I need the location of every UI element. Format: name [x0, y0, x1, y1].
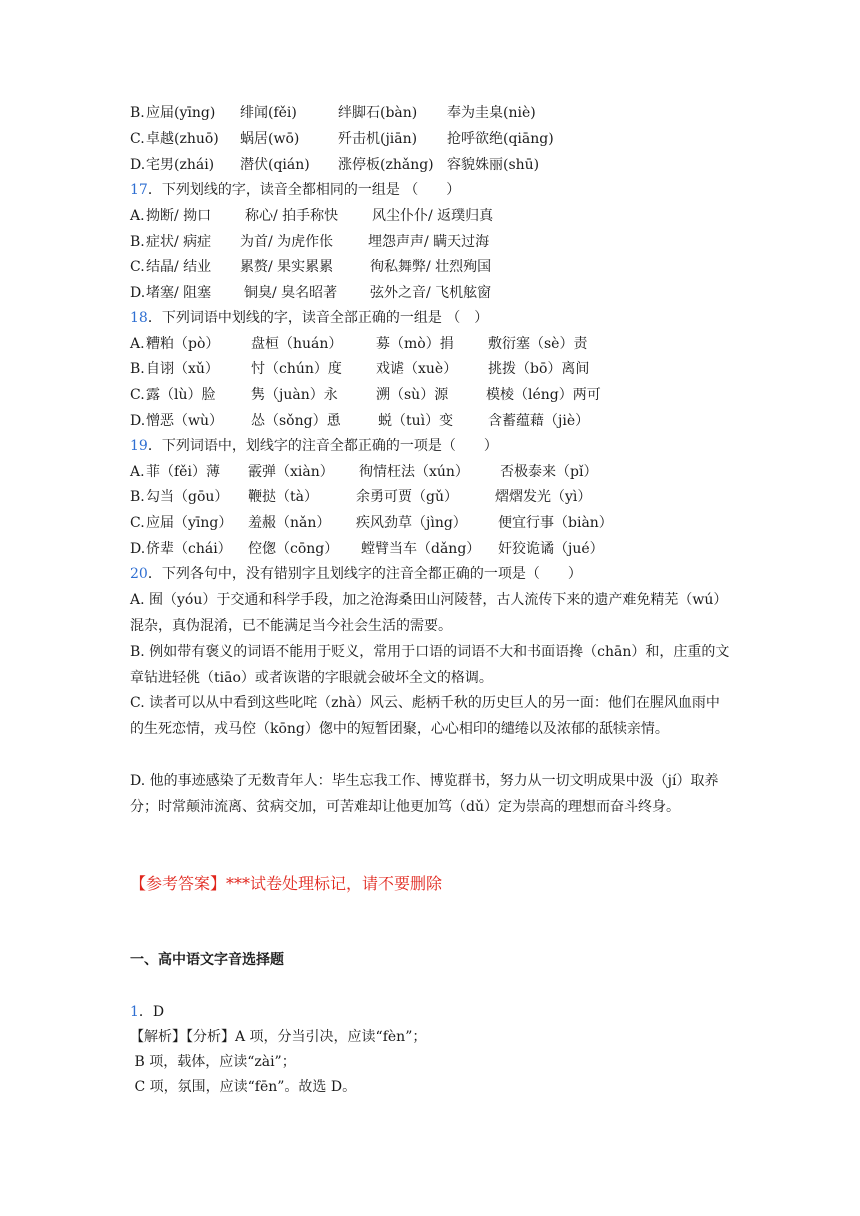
question-number: 19	[130, 438, 148, 454]
answer-number: 1	[130, 1004, 139, 1020]
q20-option-b: B. 例如带有褒义的词语不能用于贬义，常用于口语的词语不大和书面语搀（chān）和，庄重的文章钻进轻佻（tiāo）或者诙谐的字眼就会破坏全文的格调。	[130, 644, 730, 686]
answer-1-option-b: B 项，载体，应读“zài”；	[130, 1054, 296, 1070]
question-number: 18	[130, 310, 148, 326]
q20-option-d: D. 他的事迹感染了无数青年人：毕生忘我工作、博览群书，努力从一切文明成果中汲（jí）取养分；时常颠沛流离、贫病交加，可苦难却让他更加笃（dǔ）定为崇高的理想而奋斗终身。	[130, 773, 719, 815]
answer-1: 1．D	[130, 1004, 165, 1020]
answer-1-analysis: 【解析】【分析】A 项，分当引决，应读“fèn”；	[130, 1029, 427, 1045]
q20-option-c: C. 读者可以从中看到这些叱咤（zhà）风云、彪柄千秋的历史巨人的另一面：他们在腥风血雨中的生死恋情，戎马倥（kōng）偬中的短暂团聚，心心相印的缱绻以及浓郁的舐犊亲情。	[130, 695, 720, 737]
section-heading: 一、高中语文字音选择题	[130, 952, 284, 968]
question-number: 17	[130, 182, 148, 198]
q20-option-a: A. 囿（yóu）于交通和科学手段，加之沧海桑田山河陵替，古人流传下来的遗产难免精芜（wú）混杂，真伪混淆，已不能满足当今社会生活的需要。	[130, 592, 728, 634]
q20-stem: 20．下列各句中，没有错别字且划线字的注音全都正确的一项是（ ）	[130, 566, 582, 582]
q17-stem: 17．下列划线的字，读音全都相同的一组是 （ ）	[130, 182, 461, 198]
q18-stem: 18．下列词语中划线的字，读音全部正确的一组是 （ ）	[130, 310, 489, 326]
answer-1-option-c: C 项，氛围，应读“fēn”。故选 D。	[130, 1079, 357, 1095]
document-page: B. 应届(yīng) 绯闻(fěi) 绊脚石(bàn) 奉为圭臬(niè) C. 卓越(zhuō) 蜗居(wō) 歼击机(jiān) 抢呼欲绝(qiāng) D. 宅男(zhái) 潜伏(qián) 涨停板(zhǎng) 容貌姝丽(shū) 17．下列划线的字，读音全都相同的一组是 （ ） A. 拗断/ 拗口 称心/ 拍手称快 风尘仆仆/ 返璞归真 B. 症状/ 病症 为首/ 为虎作伥 埋怨声声/ 瞒天过海 C. 结晶/ 结业 累赘/ 果实累累 徇私舞弊/ 壮烈殉国 D. 堵塞/ 阻塞 铜臭/ 臭名昭著 弦外之音/ 飞机舷窗 18．下列词语中划线的字，读音全部正确的一组是 （ ） A. 糟粕（pò） 盘桓（huán） 募（mò）捐 敷衍塞（sè）责 B. 自诩（xǔ） 忖（chún）度 戏谑（xuè） 挑拨（bō）离间 C. 露（lù）脸 隽（juàn）永 溯（sù）源 模棱（léng）两可 D. 憎恶（wù） 怂（sǒng）恿 蜕（tuì）变 含蓄蕴藉（jiè） 19．下列词语中，划线字的注音全都正确的一项是（ ） A. 菲（fěi）薄 霰弹（xiàn） 徇情枉法（xún） 否极泰来（pǐ） B. 勾当（gōu） 鞭挞（tà） 余勇可贾（gǔ） 熠熠发光（yì） C. 应届（yīng） 羞赧（nǎn） 疾风劲草（jìng） 便宜行事（biàn） D. 侪辈（chái） 倥偬（cōng） 螳臂当车（dǎng） 奸狡诡谲（jué） 20．下列各句中，没有错别字且划线字的注音全都正确的一项是（ ） A. 囿（yóu）于交通和科学手段，加之沧海桑田山河陵替，古人流传下来的遗产难免精芜（wú）混杂，真伪混淆，已不能满足当今社会生活的需要。 B. 例如带有褒义的词语不能用于贬义，常用于口语的词语不大和书面语搀（chān）和，庄重的文章钻进轻佻（tiāo）或者诙谐的字眼就会破坏全文的格调。 C. 读者可以从中看到这些叱咤（zhà）风云、彪柄千秋的历史巨人的另一面：他们在腥风血雨中的生死恋情，戎马倥（kōng）偬中的短暂团聚，心心相印的缱绻以及浓郁的舐犊亲情。 D. 他的事迹感染了无数青年人：毕生忘我工作、博览群书，努力从一切文明成果中汲（jí）取养分；时常颠沛流离、贫病交加，可苦难却让他更加笃（dǔ）定为崇高的理想而奋斗终身。 【参考答案】***试卷处理标记，请不要删除 一、高中语文字音选择题 1．D 【解析】【分析】A 项，分当引决，应读“fèn”； B 项，载体，应读“zài”； C 项，氛围，应读“fēn”。故选 D。	[0, 0, 860, 1216]
answer-key-marker: 【参考答案】***试卷处理标记，请不要删除	[130, 874, 443, 893]
q19-stem: 19．下列词语中，划线字的注音全都正确的一项是（ ）	[130, 438, 498, 454]
question-number: 20	[130, 566, 148, 582]
